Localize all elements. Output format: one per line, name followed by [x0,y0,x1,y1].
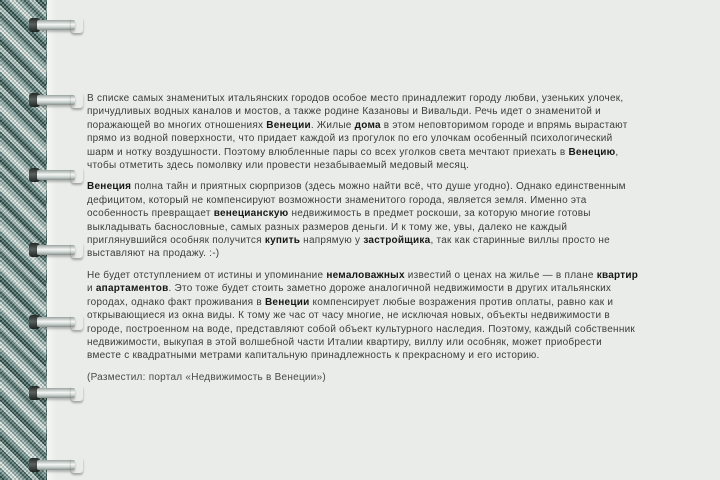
paragraph: В списке самых знаменитых итальянских городов особое место принадлежит городу любви, узеньких улочек, причудливых водных каналов и мостов, а также родине Казановы и Вивальди. Речь идет о знаменитой и поражающей во многих отношениях Венеции. Жилые дома в этом неповторимом городе и впрямь вырастают прямо из водной поверхности, что придает каждой из прогулок по его улочкам особенный психологический шарм и нотку воздушности. Поэтому влюбленные пары со всех уголков света мечтают приехать в Венецию, чтобы отметить здесь помолвку или провести незабываемый медовый месяц. [87,93,628,172]
paragraph: Венеция полна тайн и приятных сюрпризов (здесь можно найти всё, что душе угодно). Однако единственным дефицитом, который не компенсируют возможности знаменитого города, является земля. Именно эта особенность превращает венецианскую недвижимость в предмет роскоши, за которую многие готовы выкладывать баснословные, самых разных размеров деньги. И к тому же, увы, далеко не каждый приглянувшийся особняк получится купить напрямую у застройщика, так как старинные виллы просто не выставляют на продажу. :-) [87,181,626,260]
binding-post [29,166,83,184]
binding-post [29,16,83,34]
post-bar [37,245,75,255]
post-bar [37,460,75,470]
post-cap-icon [71,242,83,258]
post-cap-icon [71,385,83,401]
binding-post [29,384,83,402]
post-bar [37,388,75,398]
post-cap-icon [71,314,83,330]
post-cap-icon [71,457,83,473]
page-edge-highlight [47,0,56,480]
article-footer: (Разместил: портал «Недвижимость в Венеции») [87,371,326,383]
post-bar [37,317,75,327]
plaid-binding-strip [0,0,47,480]
post-cap-icon [71,17,83,33]
binding-post [29,241,83,259]
article-body [87,92,639,384]
binding-post [29,456,83,474]
post-bar [37,170,75,180]
binding-post [29,91,83,109]
binding-post [29,313,83,331]
post-cap-icon [71,92,83,108]
post-bar [37,20,75,30]
post-bar [37,95,75,105]
paragraph: Не будет отступлением от истины и упоминание немаловажных известий о ценах на жилье — в плане квартир и апартаментов. Это тоже будет стоить заметно дороже аналогичной недвижимости в других итальянских городах, однако факт проживания в Венеции компенсирует любые возражения против оплаты, равно как и открывающиеся из окна виды. К тому же час от часу многие, не исключая новых, объекты недвижимости в городе, построенном на воде, представляют собой объект культурного наследия. Поэтому, каждый собственник недвижимости, выкупая в этой волшебной части Италии квартиру, виллу или особняк, может приобрести вместе с квадратными метрами капитальную принадлежность к прекрасному и его историю. [87,269,639,362]
post-cap-icon [71,167,83,183]
